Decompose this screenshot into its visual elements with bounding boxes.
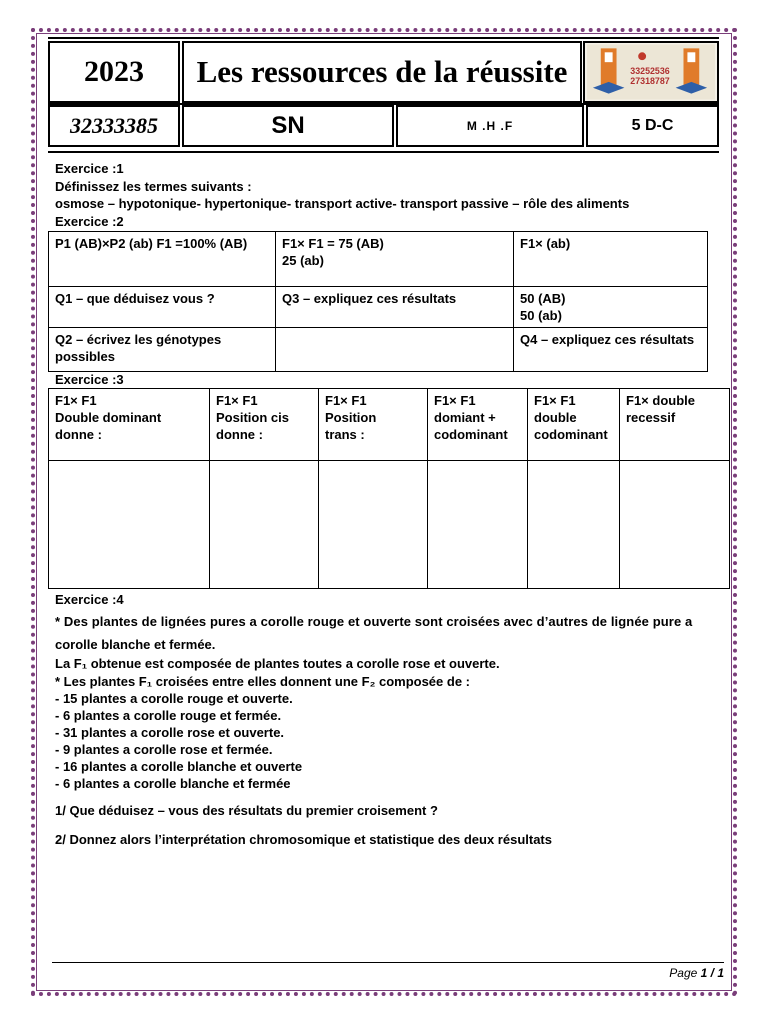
header-rule-top <box>48 37 719 39</box>
cell-line: Q4 – expliquez ces résultats <box>520 332 695 347</box>
ex4-para1-line2: corolle blanche et fermée. <box>55 637 216 652</box>
ex3-header-cell <box>428 389 528 461</box>
cell-line: Q1 – que déduisez vous ? <box>55 291 215 306</box>
ex4-f2-line: * Les plantes F₁ croisées entre elles donnent une F₂ composée de : <box>55 674 470 689</box>
ex3-answer-cell <box>620 461 730 589</box>
ex3-header-cell <box>620 389 730 461</box>
header-year: 2023 <box>48 41 180 103</box>
ex3-header-cell <box>528 389 620 461</box>
cell-line: Position <box>325 410 377 425</box>
cell-line: Q3 – expliquez ces résultats <box>282 291 457 306</box>
ex3-header-cell <box>210 389 319 461</box>
cell-line: Double dominant <box>55 410 162 425</box>
cell-line: F1× double <box>626 393 695 408</box>
ex3-answer-cell <box>319 461 428 589</box>
cell-line: 25 (ab) <box>282 253 324 268</box>
table-row <box>49 287 708 328</box>
cell-line: F1× (ab) <box>520 236 571 251</box>
page-value: 1 / 1 <box>700 966 724 980</box>
ex2-cell <box>49 232 276 287</box>
header-teacher: M .H .F <box>396 105 584 147</box>
ex4-heading: Exercice :4 <box>55 592 124 607</box>
list-item: - 31 plantes a corolle rose et ouverte. <box>55 725 285 740</box>
cell-line: Position cis <box>216 410 289 425</box>
ex3-answer-cell <box>210 461 319 589</box>
school-logo-image <box>587 44 715 100</box>
ex2-cell <box>514 287 708 328</box>
logo-phone-2: 27318787 <box>630 75 670 86</box>
ex2-cell <box>514 232 708 287</box>
cell-line: F1× F1 <box>325 393 367 408</box>
cell-line: Q2 – écrivez les génotypes <box>55 332 222 347</box>
footer-rule <box>52 962 724 963</box>
cell-line: P1 (AB)×P2 (ab) F1 =100% (AB) <box>55 236 248 251</box>
list-item: - 6 plantes a corolle rouge et fermée. <box>55 708 282 723</box>
cell-line: 50 (ab) <box>520 308 562 323</box>
table-row <box>49 328 708 372</box>
cell-line: 50 (AB) <box>520 291 566 306</box>
ex3-table <box>48 388 730 589</box>
ex4-f1-line: La F₁ obtenue est composée de plantes toutes a corolle rose et ouverte. <box>55 656 500 671</box>
cell-line: donne : <box>55 427 102 442</box>
cell-line: F1× F1 <box>216 393 258 408</box>
header-rule-bottom <box>48 151 719 153</box>
ex3-header-cell <box>49 389 210 461</box>
header-class: 5 D-C <box>586 105 719 147</box>
ex4-question-1: 1/ Que déduisez – vous des résultats du premier croisement ? <box>55 803 438 818</box>
ex4-question-2: 2/ Donnez alors l’interprétation chromosomique et statistique des deux résultats <box>55 832 552 847</box>
ex3-answer-cell <box>528 461 620 589</box>
ex2-cell <box>276 287 514 328</box>
header-title: Les ressources de la réussite <box>182 41 582 103</box>
list-item: - 6 plantes a corolle blanche et fermée <box>55 776 291 791</box>
cell-line: codominant <box>534 427 608 442</box>
ex2-heading: Exercice :2 <box>55 214 124 229</box>
list-item: - 16 plantes a corolle blanche et ouverte <box>55 759 303 774</box>
cell-line: donne : <box>216 427 263 442</box>
ex3-answer-cell <box>49 461 210 589</box>
ex1-terms: osmose – hypotonique- hypertonique- transport active- transport passive – rôle des aliments <box>55 196 630 211</box>
cell-line: trans : <box>325 427 365 442</box>
ex3-heading: Exercice :3 <box>55 372 124 387</box>
school-logo <box>583 41 719 103</box>
cell-line: F1× F1 = 75 (AB) <box>282 236 384 251</box>
cell-line: codominant <box>434 427 508 442</box>
ex4-result-list <box>55 690 302 792</box>
exam-header <box>42 37 724 157</box>
ex3-answer-cell <box>428 461 528 589</box>
page-label: Page <box>669 966 701 980</box>
cell-line: F1× F1 <box>434 393 476 408</box>
cell-line: double <box>534 410 577 425</box>
cell-line: F1× F1 <box>55 393 97 408</box>
ex4-para1-line1: * Des plantes de lignées pures a corolle rouge et ouverte sont croisées avec d’autres de lignée pure a <box>55 614 693 629</box>
cell-line: possibles <box>55 349 115 364</box>
table-row <box>49 461 730 589</box>
logo-phone-1: 33252536 <box>630 65 670 76</box>
list-item: - 9 plantes a corolle rose et fermée. <box>55 742 273 757</box>
header-subject: SN <box>182 105 394 147</box>
cell-line: recessif <box>626 410 676 425</box>
header-code: 32333385 <box>48 105 180 147</box>
ex2-cell <box>276 328 514 372</box>
ex2-table <box>48 231 708 372</box>
table-row <box>49 389 730 461</box>
ex1-heading: Exercice :1 <box>55 161 124 176</box>
ex2-cell <box>276 232 514 287</box>
page-number <box>669 966 724 980</box>
list-item: - 15 plantes a corolle rouge et ouverte. <box>55 691 293 706</box>
ex2-cell <box>49 287 276 328</box>
ex3-header-cell <box>319 389 428 461</box>
table-row <box>49 232 708 287</box>
ex2-cell <box>49 328 276 372</box>
cell-line: domiant + <box>434 410 496 425</box>
cell-line: F1× F1 <box>534 393 576 408</box>
ex1-instruction: Définissez les termes suivants : <box>55 179 252 194</box>
ex2-cell <box>514 328 708 372</box>
